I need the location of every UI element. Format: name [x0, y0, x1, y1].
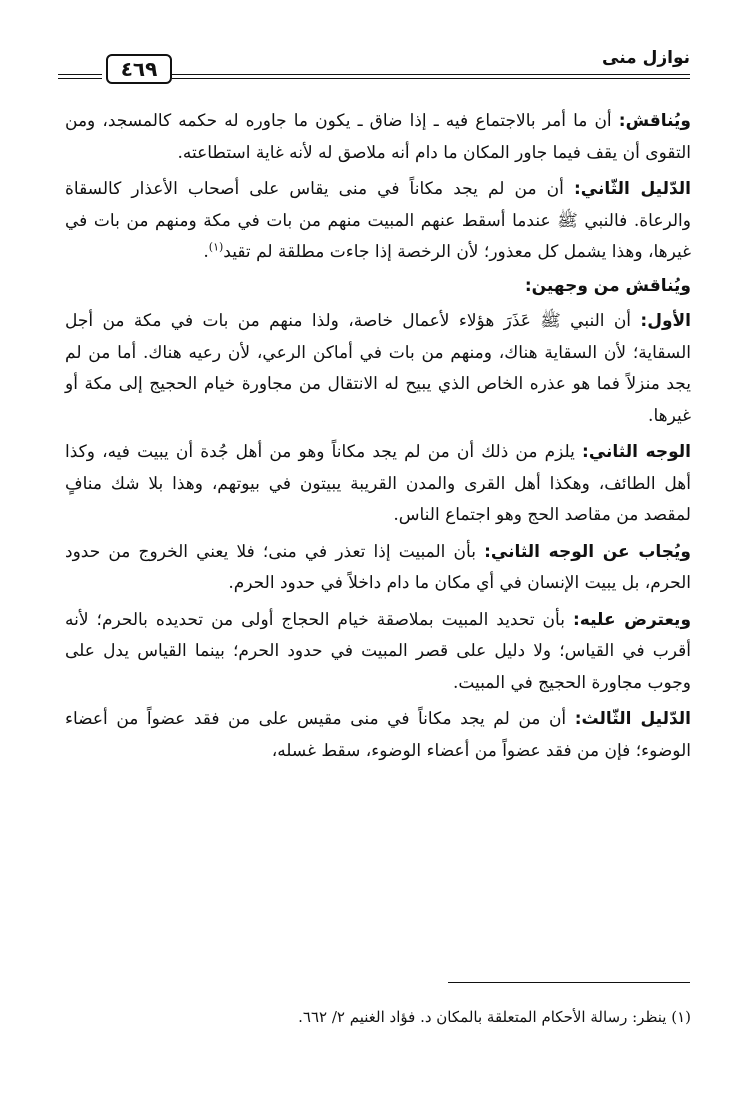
lead-second-evidence: الدّليل الثّاني:: [573, 179, 692, 199]
lead-answer: ويُجاب عن الوجه الثاني:: [484, 541, 691, 562]
body-text: [65, 106, 691, 767]
paragraph-third-evidence: [65, 704, 691, 767]
lead-objection: ويعترض عليه:: [572, 609, 692, 630]
footnote-ref[interactable]: (١): [208, 240, 224, 254]
header-rule-left-top: [58, 74, 102, 75]
text-first: أن النبي ﷺ عَذَرَ هؤلاء لأعمال خاصة، ولذا منهم من بات في مكة من أجل السقاية؛ لأن السقاية هناك، ومنهم من بات في أماكن الرعي، لأن رعيه هناك. أما من لم يجد منزلاً فما هو عذره الخاص الذي يبيح له الانتقال من مجاورة خيام الحجيج إلى مكة أو غيرها.: [65, 311, 691, 426]
paragraph-answer: [65, 537, 691, 600]
lead-second-aspect: الوجه الثاني:: [582, 442, 692, 462]
text-second-evidence: أن من لم يجد مكاناً في منى يقاس على أصحاب الأعذار كالسقاة والرعاة. فالنبي ﷺ عندما أسقط عنهم المبيت منهم من بات في مكة ومنهم من بات في غيرها، وهذا يشمل كل معذور؛ لأن الرخصة إذا جاءت مطلقة لم تقيد: [65, 179, 691, 262]
header-rule-top: [172, 74, 690, 75]
paragraph-discussion: [65, 106, 691, 169]
lead-first: الأول:: [640, 311, 691, 331]
header-rule-left-bottom: [58, 78, 102, 79]
lead-discussion: ويُناقش:: [618, 111, 691, 131]
heading-two-aspects: ويُناقش من وجهين:: [524, 275, 691, 296]
page-number-box: [106, 54, 172, 84]
text-discussion: أن ما أمر بالاجتماع فيه ـ إذا ضاق ـ يكون ما جاوره له حكمه كالمسجد، ومن التقوى أن يقف فيما جاور المكان ما دام أنه ملاصق له لأنه غاية استطاعته.: [65, 111, 691, 163]
page-number: ٤٦٩: [120, 57, 158, 81]
lead-third-evidence: الدّليل الثّالث:: [574, 709, 692, 729]
paragraph-objection: [65, 605, 691, 700]
text-second-aspect: يلزم من ذلك أن من لم يجد مكاناً وهو من أهل جُدة أن يبيت فيه، وكذا أهل الطائف، وهكذا أهل القرى والمدن القريبة يبيتون في بيوتهم، وهذا بلا شك منافٍ لمقصد من مقاصد الحج وهو اجتماع الناس.: [65, 442, 691, 525]
text-objection: بأن تحديد المبيت بملاصقة خيام الحجاج أولى من تحديده بالحرم؛ لأنه أقرب في القياس؛ ولا دليل على قصر المبيت في حدود الحرم؛ بينما القياس يدل على وجوب مجاورة الحجيج في المبيت.: [65, 609, 691, 693]
running-title: نوازل منى: [602, 48, 690, 68]
page-header: [58, 44, 690, 90]
paragraph-first: [65, 306, 691, 432]
footnote-separator: [448, 982, 690, 983]
paragraph-second-evidence: [65, 174, 691, 269]
text-third-evidence: أن من لم يجد مكاناً في منى مقيس على من فقد عضواً من أعضاء الوضوء؛ فإن من فقد عضواً من أعضاء الوضوء، سقط غسله،: [65, 709, 691, 761]
paragraph-second-aspect: [65, 437, 691, 532]
text-second-evidence-end: .: [203, 242, 209, 262]
header-rule-bottom: [172, 78, 690, 79]
footnote: (١) ينظر: رسالة الأحكام المتعلقة بالمكان د. فؤاد الغنيم ٢/ ٦٦٢.: [298, 1008, 691, 1026]
text-answer: بأن المبيت إذا تعذر في منى؛ فلا يعني الخروج من حدود الحرم، بل يبيت الإنسان في أي مكان ما دام داخلاً في حدود الحرم.: [65, 541, 691, 593]
